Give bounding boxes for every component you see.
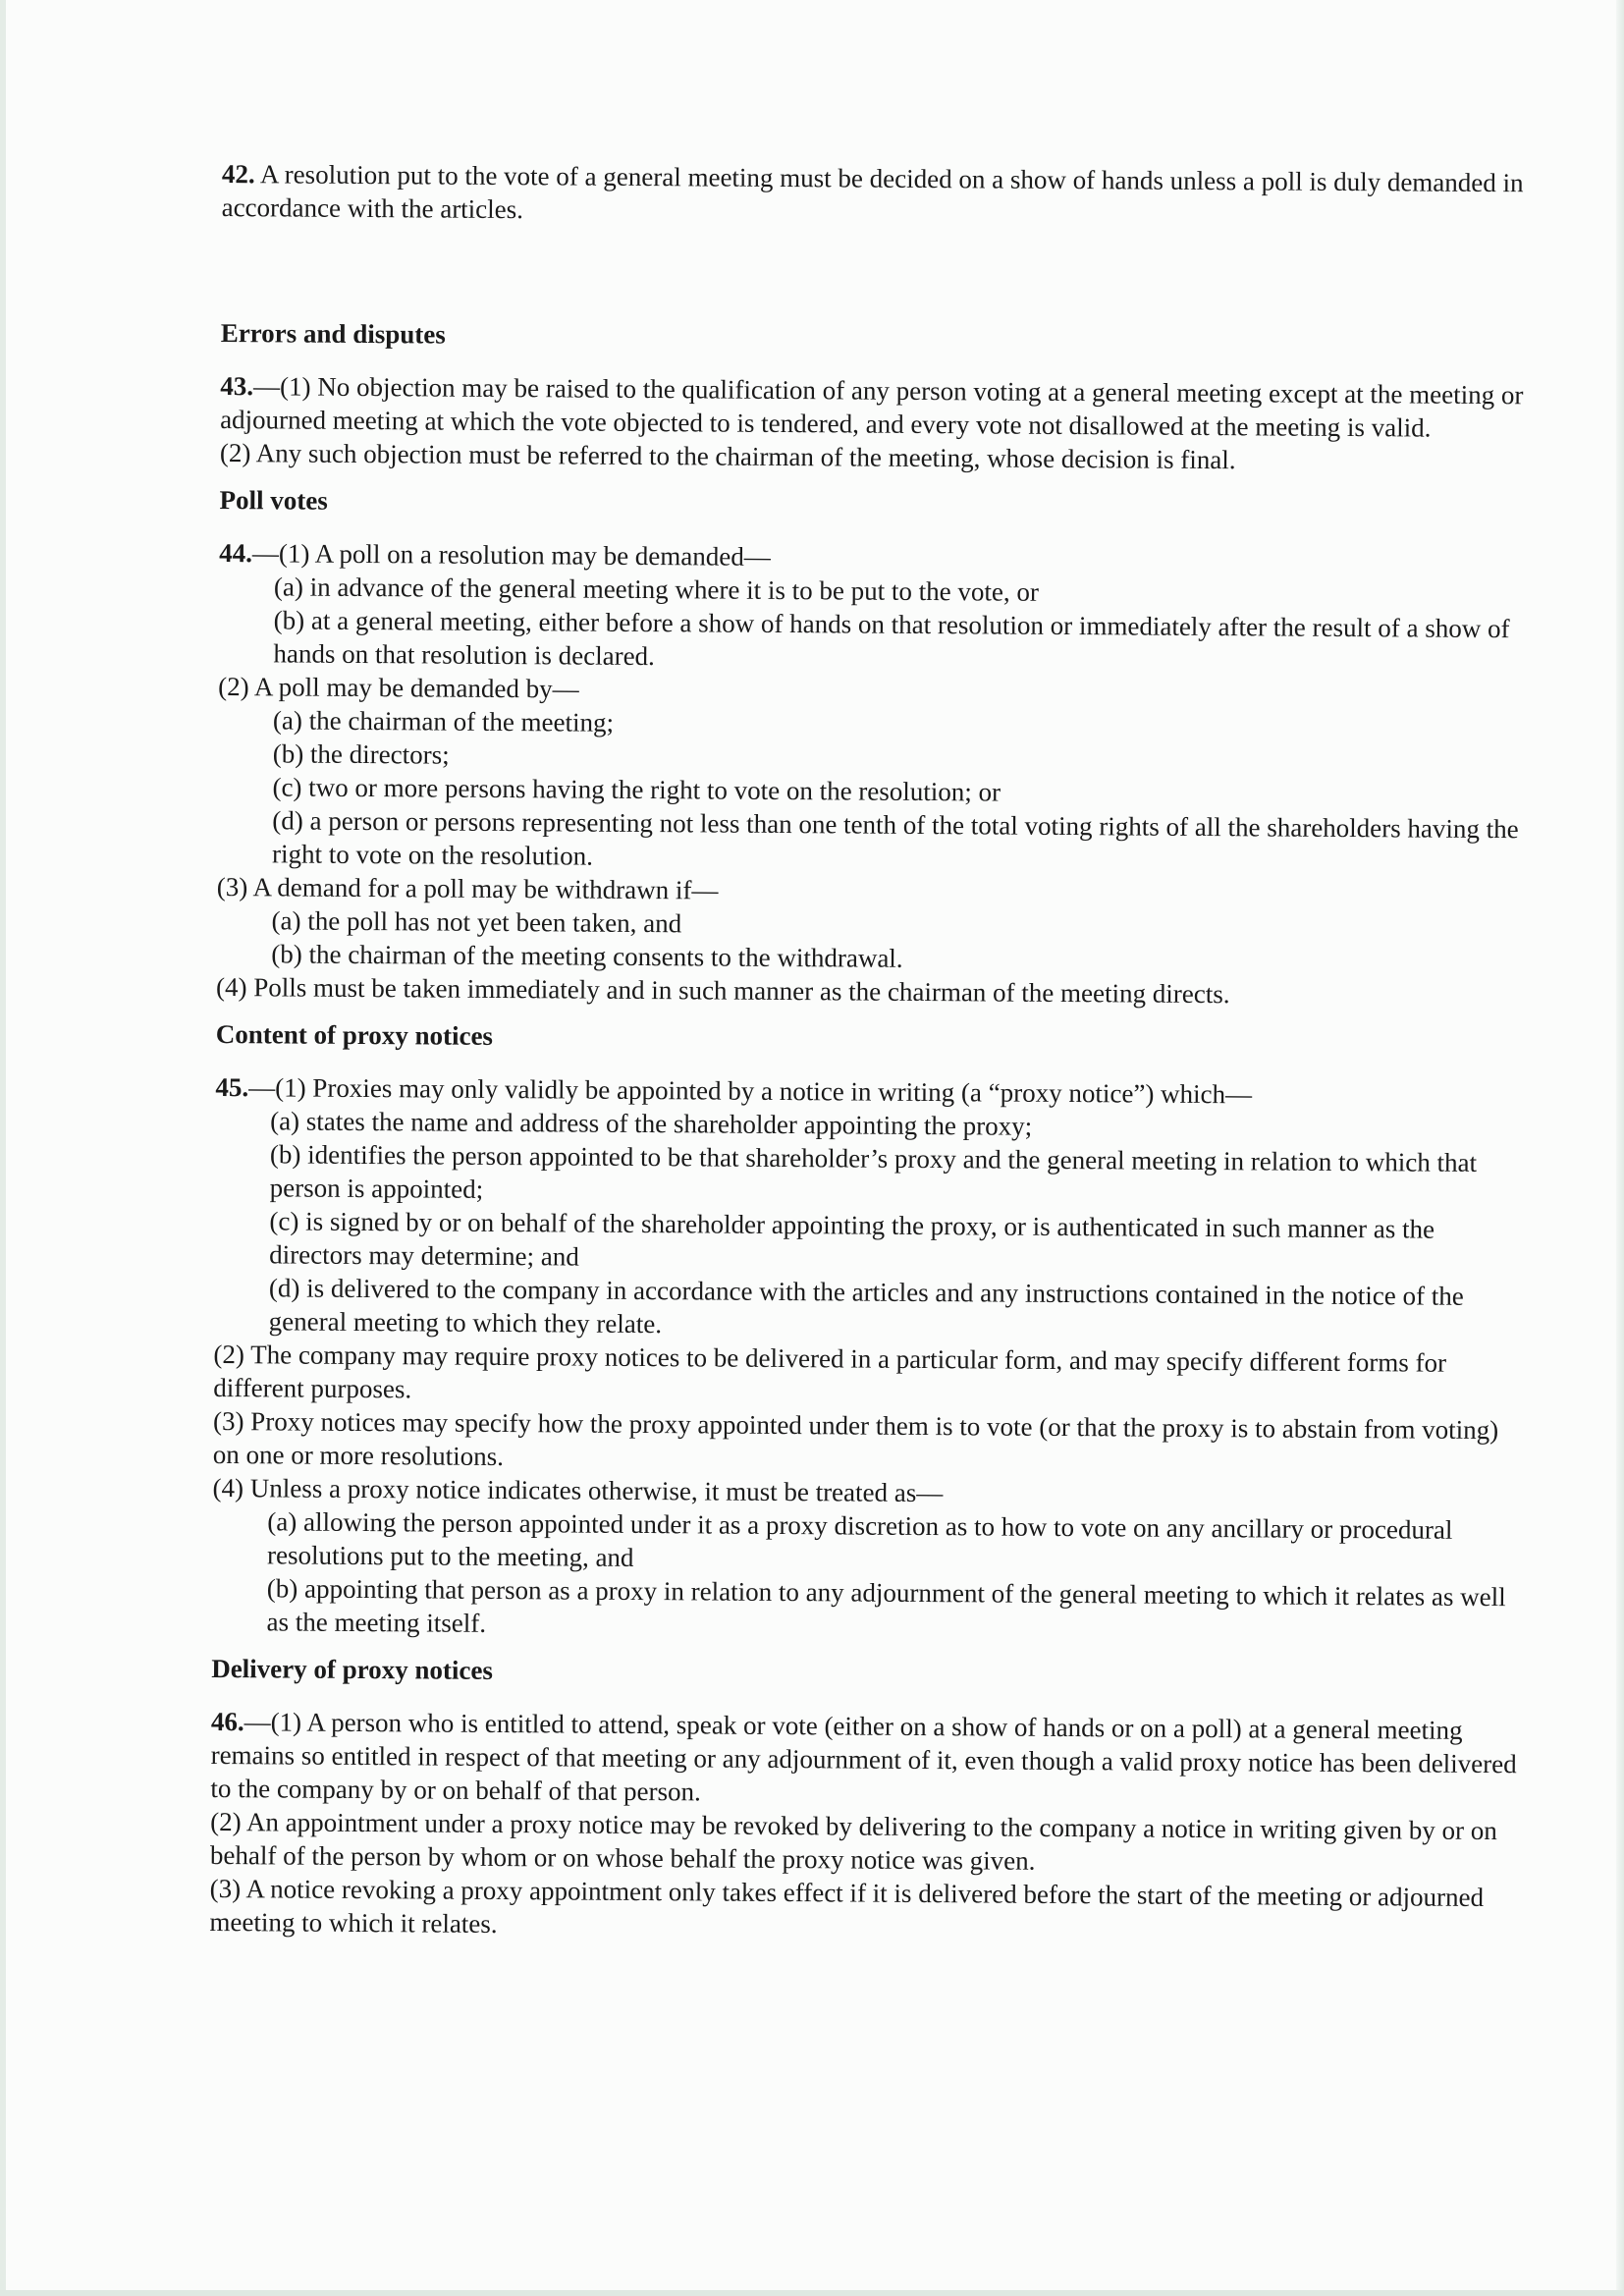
article-44-p1b: (b) at a general meeting, either before a show of hands on that resolution or immediately after the result of a show of hands on that resolution is declared. [273, 605, 1510, 672]
page-edge-bottom [0, 2290, 1624, 2296]
article-46-p3: (3) A notice revoking a proxy appointment only takes effect if it is delivered before the start of the meeting or adjourned meeting to which it relates. [209, 1873, 1485, 1940]
article-number: 43. [220, 370, 254, 402]
article-44-p2b: (b) the directors; [272, 738, 450, 770]
heading-poll-votes: Poll votes [219, 484, 328, 516]
article-45-p1b: (b) identifies the person appointed to be that shareholder’s proxy and the general meeting in relation to which that person is appointed; [269, 1139, 1478, 1204]
article-44-p1a: (a) in advance of the general meeting where it is to be put to the vote, or [273, 572, 1040, 607]
article-45-p3: (3) Proxy notices may specify how the proxy appointed under them is to vote (or that the proxy is to abstain from voting) on one or more resolutions. [212, 1405, 1499, 1472]
page-edge-left [0, 0, 6, 2296]
document-page [209, 157, 1538, 1947]
article-44-p2a: (a) the chairman of the meeting; [272, 705, 615, 738]
article-text: —(1) A person who is entitled to attend, speak or vote (either on a show of hands or on a poll) at a general meeting remains so entitled in respect of that meeting or any adjournment of it, even though a valid proxy notice has been delivered to the company by or on behalf of that person. [210, 1707, 1517, 1807]
article-42 [222, 157, 1538, 233]
article-45-p4a: (a) allowing the person appointed under it as a proxy discretion as to how to vote on any ancillary or procedural resolutions put to the meeting, and [266, 1506, 1453, 1572]
article-text: A resolution put to the vote of a general meeting must be decided on a show of hands unless a poll is duly demanded in accordance with the articles. [221, 159, 1524, 225]
article-43-p2: (2) Any such objection must be referred to the chairman of the meeting, whose decision is final. [219, 437, 1236, 475]
heading-errors-and-disputes: Errors and disputes [220, 317, 446, 350]
article-text: —(1) No objection may be raised to the qualification of any person voting at a general meeting except at the meeting or adjourned meeting at which the vote objected to is tendered, and every vote not disallowed at the meeting is valid. [220, 371, 1524, 443]
article-46-p1 [210, 1705, 1527, 1814]
article-44-p2d: (d) a person or persons representing not less than one tenth of the total voting rights of all the shareholders having the right to vote on the resolution. [271, 805, 1519, 871]
article-45-p1c: (c) is signed by or on behalf of the shareholder appointing the proxy, or is authenticated in such manner as the directors may determine; and [269, 1206, 1435, 1272]
article-44-p3b: (b) the chairman of the meeting consents to the withdrawal. [271, 939, 903, 973]
article-43-p1 [220, 369, 1536, 445]
article-text: —(1) Proxies may only validly be appointed by a notice in writing (a “proxy notice”) which— [248, 1072, 1253, 1110]
article-45-p2: (2) The company may require proxy notices to be delivered in a particular form, and may specify different forms for different purposes. [213, 1339, 1447, 1404]
article-45-p4: (4) Unless a proxy notice indicates otherwise, it must be treated as— [212, 1472, 944, 1508]
article-44-p2c: (c) two or more persons having the right to vote on the resolution; or [272, 772, 1001, 807]
heading-content-of-proxy-notices: Content of proxy notices [215, 1018, 494, 1051]
article-45-p1d: (d) is delivered to the company in accordance with the articles and any instructions contained in the notice of the general meeting to which they relate. [268, 1273, 1464, 1339]
article-44-p3a: (a) the poll has not yet been taken, and [271, 905, 682, 939]
article-44-p2: (2) A poll may be demanded by— [218, 671, 579, 704]
article-number: 45. [215, 1071, 249, 1103]
page-edge-right [1616, 0, 1624, 2296]
article-45-p4b: (b) appointing that person as a proxy in relation to any adjournment of the general meeting to which it relates as well as the meeting itself. [266, 1573, 1506, 1638]
article-46-p2: (2) An appointment under a proxy notice may be revoked by delivering to the company a notice in writing given by or on behalf of the person by whom or on whose behalf the proxy notice was given. [209, 1806, 1497, 1876]
article-number: 44. [219, 537, 253, 569]
article-number: 46. [210, 1706, 244, 1737]
heading-delivery-of-proxy-notices: Delivery of proxy notices [211, 1653, 494, 1685]
article-number: 42. [221, 158, 255, 190]
article-44-p3: (3) A demand for a poll may be withdrawn if— [216, 871, 719, 905]
article-44-p4: (4) Polls must be taken immediately and in such manner as the chairman of the meeting directs. [215, 971, 1230, 1010]
article-text: —(1) A poll on a resolution may be demanded— [251, 538, 771, 572]
article-45-p1a: (a) states the name and address of the shareholder appointing the proxy; [270, 1106, 1033, 1141]
